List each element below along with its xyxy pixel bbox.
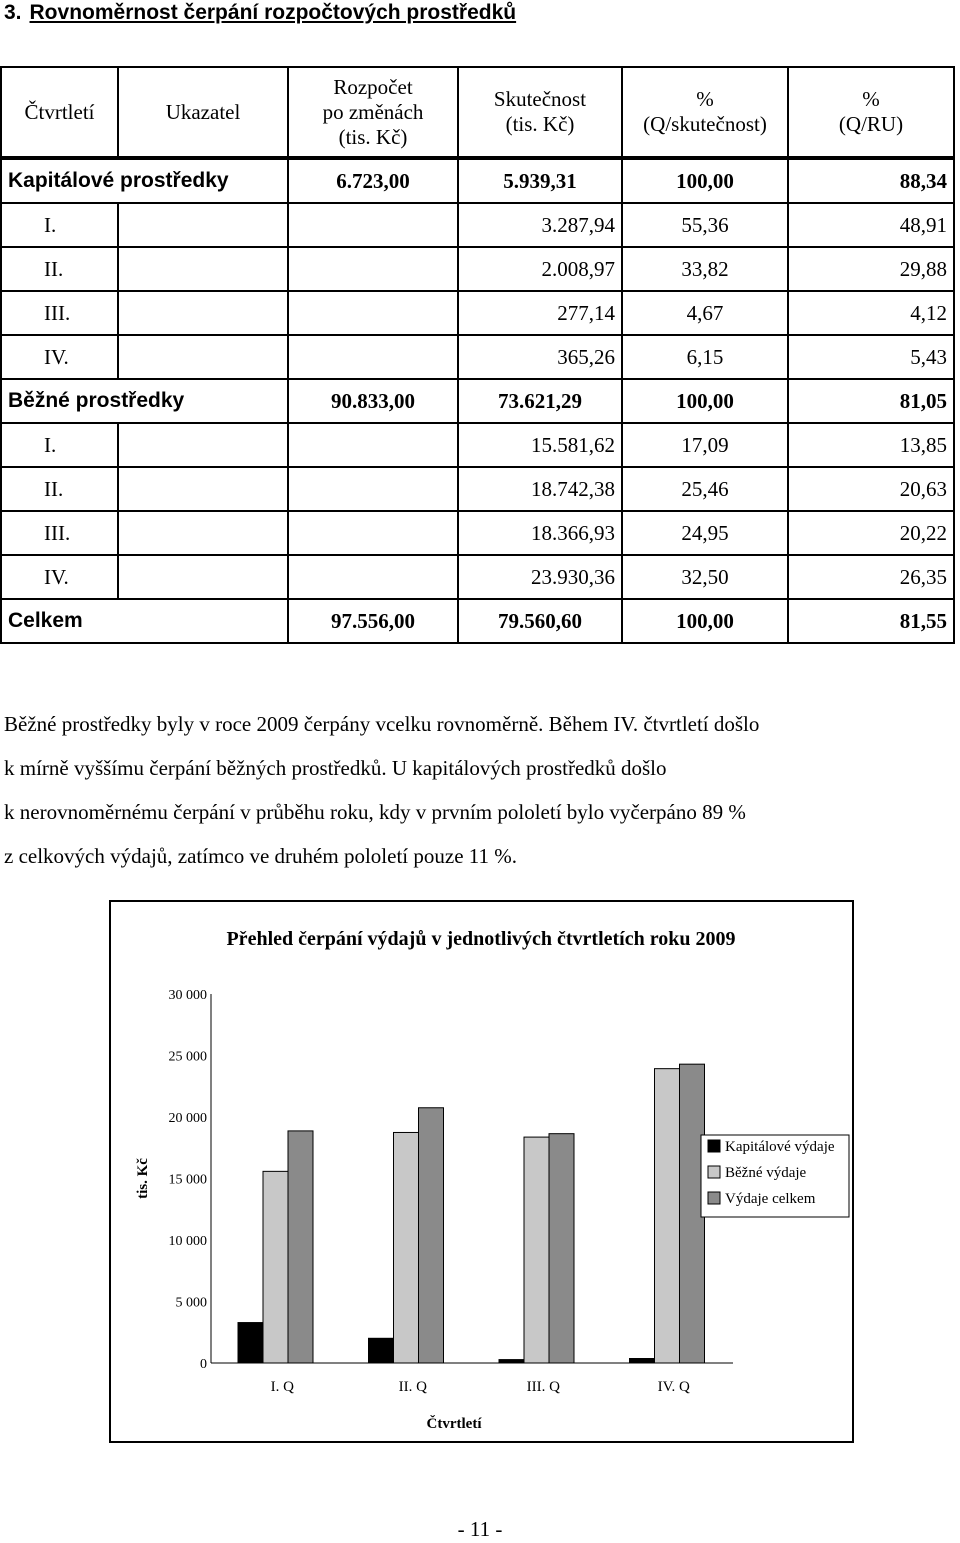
pct-actual-cell: 33,82 (622, 247, 788, 291)
legend-label: Kapitálové výdaje (725, 1139, 835, 1155)
budget-cell (288, 511, 458, 555)
x-axis-title: Čtvrtletí (426, 1416, 482, 1432)
actual-cell: 18.742,38 (458, 467, 622, 511)
table-row (1, 423, 954, 467)
budget-cell: 97.556,00 (288, 599, 458, 643)
chart-svg (111, 902, 852, 1441)
chart-title: Přehled čerpání výdajů v jednotlivých čtvrtletích roku 2009 (226, 928, 736, 950)
actual-cell: 5.939,31 (458, 158, 622, 203)
quarter-cell: III. (1, 511, 118, 555)
pct-ru-cell: 20,22 (788, 511, 954, 555)
actual-cell: 18.366,93 (458, 511, 622, 555)
indicator-cell (118, 555, 288, 599)
table-row (1, 511, 954, 555)
table-row (1, 467, 954, 511)
actual-cell: 79.560,60 (458, 599, 622, 643)
quarter-cell: I. (1, 203, 118, 247)
legend-swatch (708, 1140, 720, 1152)
header-label: Ukazatel (165, 99, 241, 124)
header-cell (458, 67, 622, 158)
quarterly-spending-chart (109, 900, 854, 1443)
quarter-cell: III. (1, 291, 118, 335)
pct-actual-cell: 4,67 (622, 291, 788, 335)
pct-ru-cell: 88,34 (788, 158, 954, 203)
pct-ru-cell: 29,88 (788, 247, 954, 291)
paragraph-line: z celkových výdajů, zatímco ve druhém pololetí pouze 11 %. (4, 844, 517, 868)
header-label: (tis. Kč) (505, 112, 575, 136)
paragraph-line: k nerovnoměrnému čerpání v průběhu roku, kdy v prvním pololetí bylo vyčerpáno 89 % (4, 800, 746, 824)
budget-cell: 6.723,00 (288, 158, 458, 203)
pct-actual-cell: 55,36 (622, 203, 788, 247)
page-number: - 11 - (457, 1517, 503, 1541)
indicator-cell (118, 203, 288, 247)
header-cell (622, 67, 788, 158)
table-summary-row (1, 158, 954, 203)
x-tick-label: III. Q (526, 1379, 560, 1395)
pct-ru-cell: 13,85 (788, 423, 954, 467)
y-tick-label: 0 (200, 1357, 207, 1372)
budget-cell (288, 291, 458, 335)
pct-ru-cell: 4,12 (788, 291, 954, 335)
pct-actual-cell: 100,00 (622, 379, 788, 423)
table-summary-row (1, 379, 954, 423)
budget-cell (288, 423, 458, 467)
pct-actual-cell: 25,46 (622, 467, 788, 511)
section-title: Rovnoměrnost čerpání rozpočtových prostředků (29, 1, 517, 24)
table-row (1, 291, 954, 335)
actual-cell: 3.287,94 (458, 203, 622, 247)
indicator-cell (118, 247, 288, 291)
actual-cell: 277,14 (458, 291, 622, 335)
budget-cell (288, 467, 458, 511)
budget-cell (288, 555, 458, 599)
x-tick-label: I. Q (270, 1379, 294, 1395)
bar-total (419, 1108, 444, 1363)
legend-label: Běžné výdaje (725, 1165, 807, 1181)
quarter-cell: IV. (1, 335, 118, 379)
legend-label: Výdaje celkem (725, 1191, 816, 1207)
budget-cell (288, 247, 458, 291)
quarter-cell: IV. (1, 555, 118, 599)
pct-actual-cell: 6,15 (622, 335, 788, 379)
y-tick-label: 10 000 (168, 1234, 207, 1249)
indicator-cell (118, 335, 288, 379)
paragraph-line: k mírně vyššímu čerpání běžných prostředků. U kapitálových prostředků došlo (4, 756, 667, 780)
x-tick-label: IV. Q (657, 1379, 690, 1395)
section-number: 3. (4, 1, 22, 24)
row-label-cell: Běžné prostředky (1, 379, 288, 423)
legend-swatch (708, 1192, 720, 1204)
pct-actual-cell: 32,50 (622, 555, 788, 599)
pct-ru-cell: 20,63 (788, 467, 954, 511)
budget-table (0, 66, 955, 644)
header-cell (788, 67, 954, 158)
paragraph-line: Běžné prostředky byly v roce 2009 čerpány vcelku rovnoměrně. Během IV. čtvrtletí došlo (4, 712, 760, 736)
y-tick-label: 5 000 (175, 1295, 207, 1311)
table-row (1, 247, 954, 291)
header-cell (1, 67, 118, 158)
y-tick-label: 25 000 (168, 1049, 207, 1065)
table-row (1, 203, 954, 247)
budget-cell (288, 335, 458, 379)
header-label: po změnách (322, 99, 424, 124)
y-tick-label: 15 000 (168, 1172, 207, 1188)
row-label-cell: Kapitálové prostředky (1, 158, 288, 203)
bar-current (263, 1171, 288, 1363)
indicator-cell (118, 511, 288, 555)
actual-cell: 73.621,29 (458, 379, 622, 423)
header-label: Čtvrtletí (24, 99, 95, 124)
header-label: (Q/RU) (838, 112, 904, 136)
bar-total (549, 1134, 574, 1363)
body-paragraph (4, 702, 958, 878)
quarter-cell: II. (1, 467, 118, 511)
pct-ru-cell: 26,35 (788, 555, 954, 599)
y-tick-label: 20 000 (168, 1111, 207, 1126)
row-label-cell: Celkem (1, 599, 288, 643)
pct-ru-cell: 81,05 (788, 379, 954, 423)
indicator-cell (118, 467, 288, 511)
actual-cell: 2.008,97 (458, 247, 622, 291)
y-tick-label: 30 000 (168, 988, 207, 1003)
header-label: Rozpočet (333, 74, 413, 99)
table-summary-row (1, 599, 954, 643)
budget-cell: 90.833,00 (288, 379, 458, 423)
bar-capital (630, 1359, 655, 1363)
pct-actual-cell: 24,95 (622, 511, 788, 555)
bar-current (394, 1132, 419, 1363)
header-label: % (696, 87, 714, 111)
y-axis-title: tis. Kč (135, 1158, 151, 1199)
pct-actual-cell: 100,00 (622, 158, 788, 203)
actual-cell: 23.930,36 (458, 555, 622, 599)
header-label: (Q/skutečnost) (643, 112, 767, 136)
bar-capital (238, 1323, 263, 1363)
x-tick-label: II. Q (398, 1379, 427, 1395)
table-row (1, 555, 954, 599)
bar-current (655, 1069, 680, 1363)
header-label: Skutečnost (493, 87, 587, 111)
legend-swatch (708, 1166, 720, 1178)
header-label: (tis. Kč) (338, 124, 408, 149)
budget-cell (288, 203, 458, 247)
table-row (1, 335, 954, 379)
pct-ru-cell: 81,55 (788, 599, 954, 643)
actual-cell: 365,26 (458, 335, 622, 379)
indicator-cell (118, 423, 288, 467)
bar-current (524, 1137, 549, 1363)
pct-ru-cell: 5,43 (788, 335, 954, 379)
header-cell (118, 67, 288, 158)
quarter-cell: II. (1, 247, 118, 291)
bar-capital (499, 1360, 524, 1363)
actual-cell: 15.581,62 (458, 423, 622, 467)
indicator-cell (118, 291, 288, 335)
bar-total (288, 1131, 313, 1363)
header-label: % (862, 87, 880, 111)
pct-actual-cell: 17,09 (622, 423, 788, 467)
section-heading (4, 0, 904, 26)
table-header-row (1, 67, 954, 158)
pct-ru-cell: 48,91 (788, 203, 954, 247)
bar-capital (369, 1338, 394, 1363)
quarter-cell: I. (1, 423, 118, 467)
header-cell (288, 67, 458, 158)
pct-actual-cell: 100,00 (622, 599, 788, 643)
